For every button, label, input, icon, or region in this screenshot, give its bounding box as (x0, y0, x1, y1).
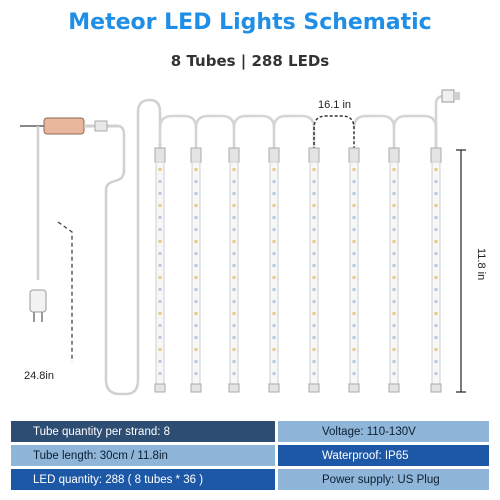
spec-tube-length: Tube length: 30cm / 11.8in (11, 445, 275, 466)
power-adapter (20, 118, 118, 134)
lead-length-label: 24.8in (24, 370, 54, 382)
tube-length-label: 11.8 in (475, 248, 487, 281)
led-tube (229, 148, 239, 392)
spec-waterproof: Waterproof: IP65 (278, 445, 489, 466)
power-cord (38, 100, 160, 394)
led-tube (155, 148, 165, 392)
spec-voltage: Voltage: 110-130V (278, 421, 489, 442)
diagram-title: Meteor LED Lights Schematic (68, 10, 432, 35)
spec-led-quantity: LED quantity: 288 ( 8 tubes * 36 ) (11, 469, 275, 490)
end-connector (442, 90, 460, 102)
diagram-subtitle: 8 Tubes | 288 LEDs (170, 52, 330, 70)
led-tube (349, 148, 359, 392)
table-row (11, 421, 489, 442)
led-tube (269, 148, 279, 392)
led-tube (191, 148, 201, 392)
led-tube (389, 148, 399, 392)
tube-spacing-guide (314, 116, 354, 150)
table-row (11, 469, 489, 490)
spec-tube-quantity: Tube quantity per strand: 8 (11, 421, 275, 442)
specs-table (8, 418, 492, 493)
us-plug-icon (30, 290, 46, 322)
led-tube (431, 148, 441, 392)
spec-power-supply: Power supply: US Plug (278, 469, 489, 490)
led-tubes (155, 148, 441, 392)
lead-length-guide (58, 222, 72, 362)
tube-connectors (160, 96, 444, 150)
tube-spacing-label: 16.1 in (318, 99, 352, 111)
table-row (11, 445, 489, 466)
tube-length-guide (456, 150, 466, 392)
led-tube (309, 148, 319, 392)
